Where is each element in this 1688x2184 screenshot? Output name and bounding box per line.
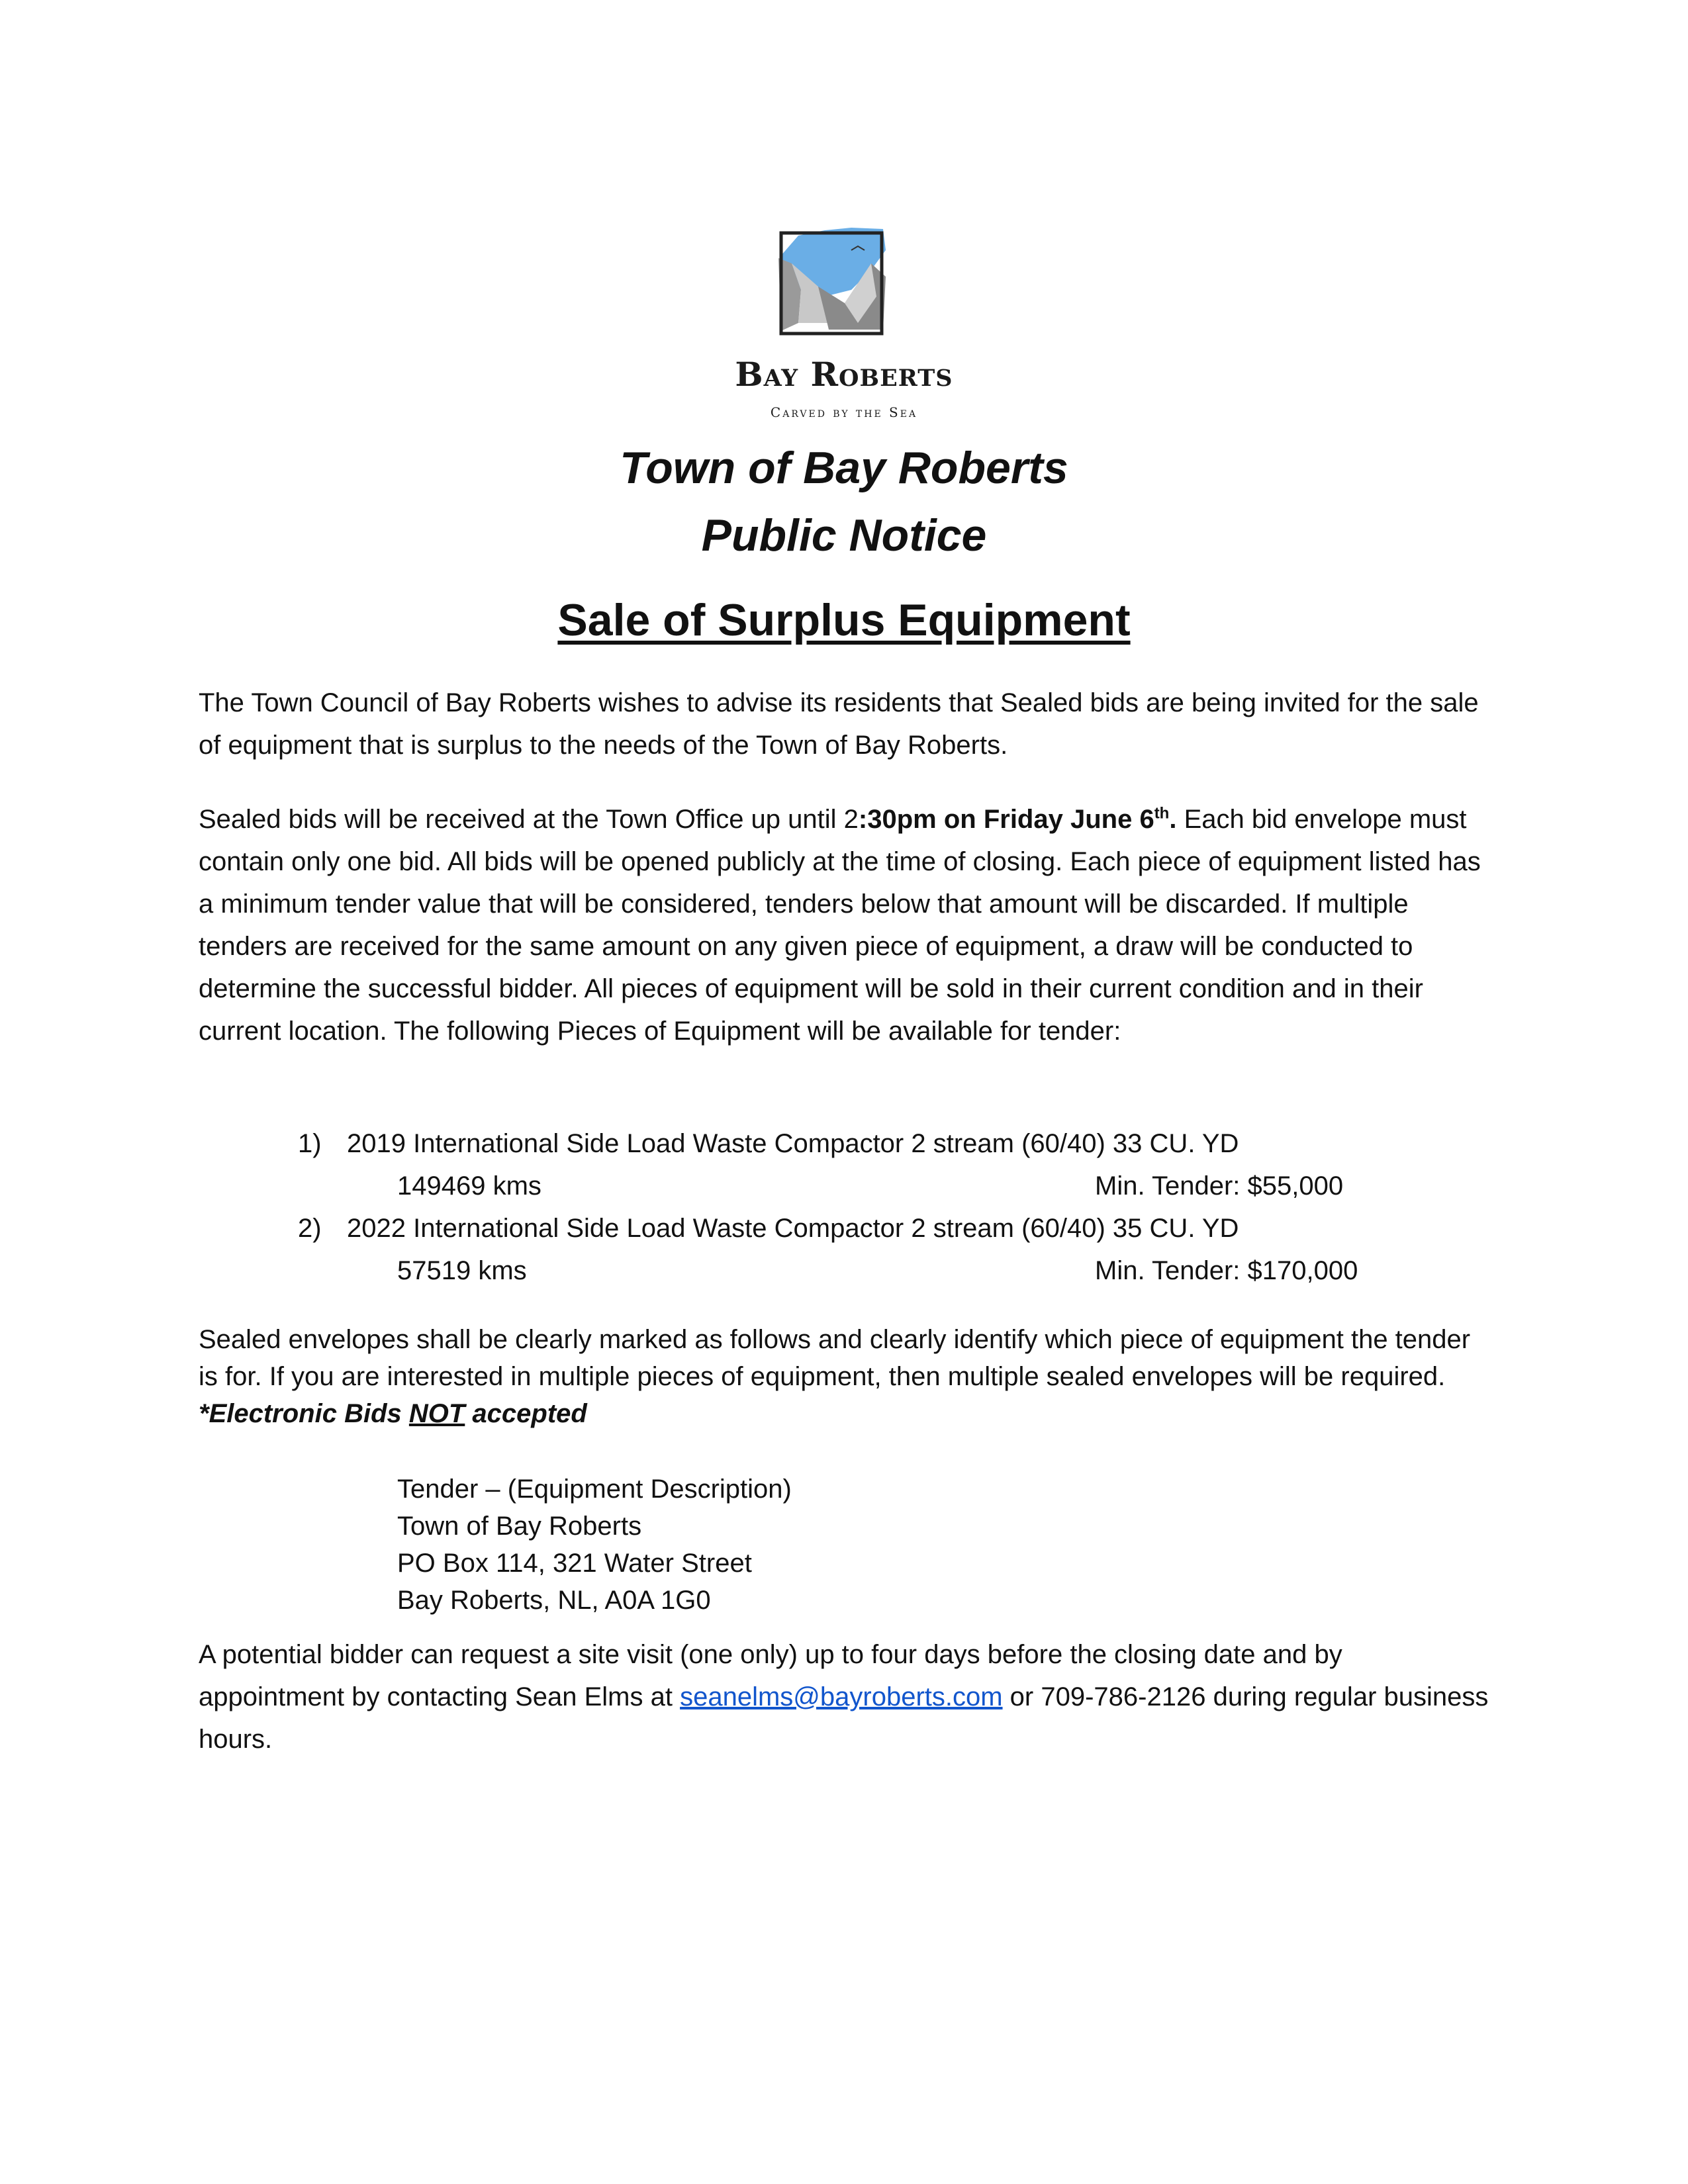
equipment-2-number: 2) xyxy=(298,1214,322,1243)
equipment-2-description: 2022 International Side Load Waste Compactor 2 stream (60/40) 35 CU. YD xyxy=(347,1214,1239,1243)
electronic-bids-note: *Electronic Bids NOT accepted xyxy=(199,1399,587,1428)
public-notice-heading: Public Notice xyxy=(701,510,987,561)
site-visit-text: A potential bidder can request a site visit (one only) up to four days before the closing date and by appointment by contacting Sean Elms at xyxy=(199,1640,1342,1711)
equipment-2-mileage: 57519 kms xyxy=(397,1256,527,1285)
equipment-1-mileage: 149469 kms xyxy=(397,1171,541,1201)
bids-paragraph xyxy=(199,798,1489,1052)
deadline-suffix: th xyxy=(1154,804,1170,823)
envelopes-text: Sealed envelopes shall be clearly marked as follows and clearly identify which piece of equipment the tender is for. If you are interested in multiple pieces of equipment, then multiple sealed envelopes will be required. xyxy=(199,1325,1471,1391)
address-line: Bay Roberts, NL, A0A 1G0 xyxy=(397,1586,711,1615)
bids-lead-text: Sealed bids will be received at the Town Office up until 2 xyxy=(199,805,859,834)
contact-email-link[interactable]: seanelms@bayroberts.com xyxy=(680,1682,1003,1711)
address-line: Town of Bay Roberts xyxy=(397,1512,642,1541)
equipment-1-min-tender: Min. Tender: $55,000 xyxy=(1095,1171,1344,1201)
bids-rest-text: Each bid envelope must contain only one bid. All bids will be opened publicly at the time of closing. Each piece of equipment listed has a minimum tender value that will be considered, tenders below that amount will be discarded. If multiple tenders are received for the same amount on any given piece of equipment, a draw will be conducted to determine the successful bidder. All pieces of equipment will be sold in their current condition and in their current location. The following Pieces of Equipment will be available for tender: xyxy=(199,805,1481,1046)
coastal-cliff-logo-icon xyxy=(772,224,891,340)
equipment-1-description: 2019 International Side Load Waste Compactor 2 stream (60/40) 33 CU. YD xyxy=(347,1129,1239,1158)
logo-brand-name: Bay Roberts xyxy=(735,355,953,394)
site-visit-paragraph xyxy=(199,1633,1489,1760)
equipment-2-min-tender: Min. Tender: $170,000 xyxy=(1095,1256,1358,1285)
logo-tagline: Carved by the Sea xyxy=(770,404,918,420)
address-line: Tender – (Equipment Description) xyxy=(397,1475,792,1504)
page-title: Sale of Surplus Equipment xyxy=(557,595,1131,645)
address-line: PO Box 114, 321 Water Street xyxy=(397,1549,752,1578)
intro-paragraph: The Town Council of Bay Roberts wishes to advise its residents that Sealed bids are being invited for the sale of equipment that is surplus to the needs of the Town of Bay Roberts. xyxy=(199,688,1479,760)
site-visit-text-end: or 709-786-2126 during regular business hours. xyxy=(199,1682,1489,1754)
envelopes-paragraph xyxy=(199,1321,1489,1432)
equipment-1-number: 1) xyxy=(298,1129,322,1158)
town-logo xyxy=(694,196,994,434)
town-heading: Town of Bay Roberts xyxy=(620,443,1068,493)
deadline-text: :30pm on Friday June 6th. xyxy=(858,804,1177,834)
